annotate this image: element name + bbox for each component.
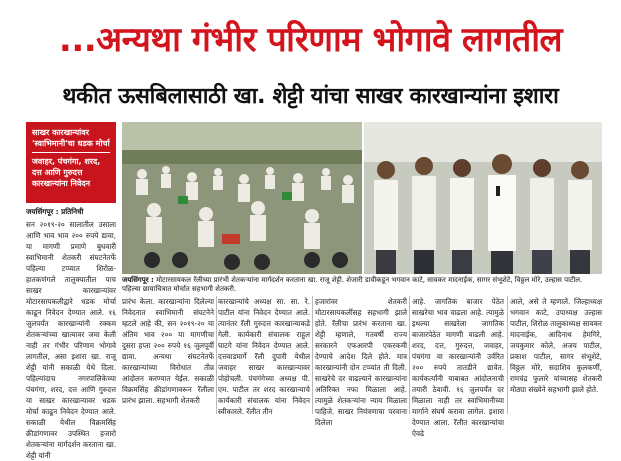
rally-crowd-illustration xyxy=(122,122,362,274)
column-divider xyxy=(312,296,313,414)
subheadline: थकीत ऊसबिलासाठी खा. शेट्टी यांचा साखर कारखान्यांना इशारा xyxy=(62,84,559,109)
headline: ...अन्यथा गंभीर परिणाम भोगावे लागतील xyxy=(58,20,563,60)
article-column-6: आले, असे ते म्हणाले. जिल्हाध्यक्ष भगवान काटे, उपाध्यक्ष उल्हास पाटील, शिरोळ तालुकाध्यक्ष सावकर मादनाईक, आदिनाथ हेमगिरे, जयकुमार कोले, अजय पाटील, प्रकाश पाटील, सागर संभूशेटे, विठ्ठल मोरे, सदाशिव कुलकर्णी, रामचंद्र फुलारे यांच्यासह शेतकरी मोठ्या संख्येने सहभागी झाले होते. xyxy=(510,297,602,394)
article-column-1 xyxy=(26,206,116,460)
column-divider xyxy=(216,296,217,414)
sidebox-divider xyxy=(32,152,110,153)
sidebox-line-2: जवाहर, पंचगंगा, शरद, दत्त आणि गुरुदत्त कारखान्यांना निवेदन xyxy=(32,157,101,188)
article-column-5: आहे. जागतिक बाजार पेठेत साखरेचा भाव वाढला आहे. त्यामुळे इथल्या साखरेला जागतिक बाजारपेठेत मागणी वाढली आहे. शरद, दत्त, गुरुदत्त, जवाहर, पंचगंगा या कारखान्यांनी उर्वरित २०० रुपये तातडीने द्यावेत. कार्यकर्त्यांनी याबाबत आंदोलनाची तयारी ठेवावी. १६ जुलपर्यंत दर मिळाला नाही तर स्वाभिमानीच्या मार्गाने संघर्ष करावा लागेल. इशारा देण्यात आला. रॅलीत कारखान्यांचा ऐवढे xyxy=(412,297,504,438)
article-column-3: कारखान्यांचे अध्यक्ष सा. सा. रे. पाटील यांना निवेदन देण्यात आले. त्यानंतर रॅली गुरुदत्त कारखान्याकडे गेली. कार्यकारी संचालक राहुल घाटगे यांना निवेदन देण्यात आले. दत्तवाडमार्गे रॅली दुपारी येथील जवाहर साखर कारखान्यावर पोहोचली. पंचगंगेच्या अध्यक्ष पी. एम. पाटील तर शरद कारखान्याचे कार्यकारी संचालक यांना निवेदन स्वीकारले. रॅलीत तीन xyxy=(218,297,310,416)
column-1-text: सन २०१९-२० सालातील उसाला आणि भाव भाव २०० रुपये द्यावा, या मागणी प्रमाणे बुधवारी स्वाभिमानी शेतकरी संघटनेतर्फे पहिल्या टप्प्यात शिरोळ-हातकणंगले तालुक्यातील पाच साखर कारखान्यांवर मोटारसायकलीद्वारे धडक मोर्चा काढून निवेदन देण्यात आले. १६ जुलपर्यंत कारखान्यांनी रक्कम शेतकऱ्यांच्या खात्यावर जमा केली नाही तर गंभीर परिणाम भोगावे लागतील, असा इशारा खा. राजू शेट्टी यांनी सकाळी येथे दिला. पहिल्यांदाच नगरपालिकेच्या पंचगंगा, शरद, दत्त आणि गुरुदत्त या साखर कारखान्यावर धडक मोर्चा काढून निवेदन देण्यात आले. सकाळी येथील विक्रमसिंह क्रीडांगणावर उपस्थित हजारो शेतकऱ्यांना मार्गदर्शन करताना खा. शेट्टी यांनी xyxy=(26,220,116,460)
sidebox-line-1: साखर कारखान्यांवर 'स्वाभिमानी'चा धडक मोर्चा xyxy=(32,128,110,148)
article-column-2: प्रारंभ केला. कारखान्यांना दिलेल्या निवेदनात स्वाभिमानी संघटनेने म्हटले आहे की, सन २०१९-२० या अंतिम भाव २०० या मागणीचा दुसरा हप्ता २०० रुपये १६ जुलपूर्वी द्यावा. अन्यथा संघटनेतर्फे कारखान्यांच्या विरोधात तीव्र आंदोलन करण्यात येईल. सकाळी विक्रमसिंह क्रीडांगणावरून रॅलीला प्रारंभ झाला. सहभागी शेतकरी xyxy=(122,297,214,405)
sidebox xyxy=(26,122,116,203)
caption-text: मोटारसायकल रॅलीच्या प्रारंभी शेतकऱ्यांना मार्गदर्शन करताना खा. राजू शेट्टी. शेजारी डावीकडून भगवान काटे, सावकर मादनाईक, सागर संभूशेटे, विठ्ठल मोरे, उल्हास पाटील. पहिल्या छायाचित्रात मोर्चात सहभागी शेतकरी. xyxy=(122,276,583,293)
column-divider xyxy=(507,296,508,414)
caption-label: जयसिंगपूर : xyxy=(122,276,154,284)
leaders-group-illustration xyxy=(364,122,602,274)
column-divider xyxy=(409,296,410,414)
dateline: जयसिंगपूर : प्रतिनिधी xyxy=(26,207,84,216)
photo-rally-crowd xyxy=(122,122,362,274)
photo-leaders-group xyxy=(364,122,602,274)
article-column-4: हजारांवर शेतकरी मोटारसायकलींसह सहभागी झाले होते. रॅलीचा प्रारंभ करताना खा. शेट्टी म्हणाले, गतवर्षी राज्य सरकारने एफआरपी एकरकमी देण्याचे आदेश दिले होते. मात्र कारखान्यांनी दोन टप्प्यांत ती दिली. साखरेचे दर वाढल्याने कारखान्यांना अतिरिक्त नफा मिळाला आहे. त्यामुळे शेतकऱ्यांना न्याय मिळाला पाहिजे. साखर नियंत्रणाचा परवाना दिलेला xyxy=(315,297,407,427)
photo-caption xyxy=(122,276,602,294)
